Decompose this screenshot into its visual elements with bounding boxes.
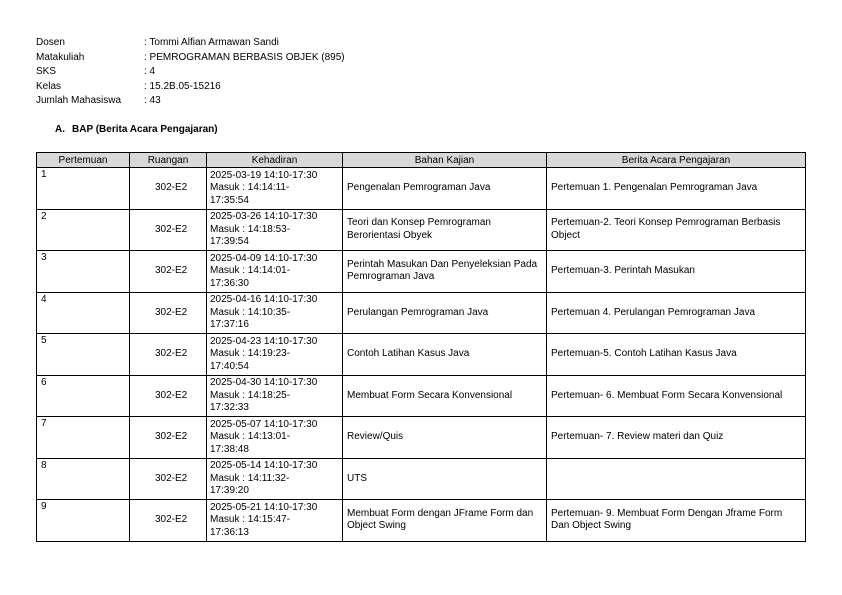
cell-room: 302-E2	[130, 458, 207, 500]
cell-report: Pertemuan-3. Perintah Masukan	[547, 251, 806, 293]
attendance-schedule: 2025-04-09 14:10-17:30	[210, 252, 318, 264]
attendance-schedule: 2025-04-23 14:10-17:30	[210, 335, 318, 347]
cell-room: 302-E2	[130, 251, 207, 293]
cell-room: 302-E2	[130, 209, 207, 251]
cell-room: 302-E2	[130, 417, 207, 459]
bap-table	[36, 152, 806, 542]
cell-meeting: 5	[37, 334, 130, 376]
cell-report: Pertemuan 1. Pengenalan Pemrograman Java	[547, 168, 806, 210]
section-title-text: BAP (Berita Acara Pengajaran)	[72, 124, 218, 135]
attendance-check-out: 17:36:13	[210, 526, 249, 538]
cell-attendance	[207, 458, 343, 500]
attendance-check-in: Masuk : 14:13:01-	[210, 431, 291, 442]
attendance-schedule: 2025-05-14 14:10-17:30	[210, 460, 318, 471]
info-value: : 15.2B.05-15216	[144, 80, 221, 92]
cell-meeting: 1	[37, 168, 130, 210]
cell-meeting: 6	[37, 375, 130, 417]
cell-meeting: 2	[37, 209, 130, 251]
cell-attendance	[207, 417, 343, 459]
attendance-schedule: 2025-05-07 14:10-17:30	[210, 418, 318, 430]
course-info	[36, 36, 345, 109]
cell-topic: Teori dan Konsep Pemrograman Berorientasi Obyek	[343, 209, 547, 251]
attendance-check-out: 17:35:54	[210, 194, 249, 206]
cell-topic: Contoh Latihan Kasus Java	[343, 334, 547, 376]
cell-attendance	[207, 334, 343, 376]
info-row-class	[36, 80, 345, 95]
cell-topic: Pengenalan Pemrograman Java	[343, 168, 547, 210]
attendance-check-out: 17:39:54	[210, 236, 249, 247]
cell-room: 302-E2	[130, 168, 207, 210]
cell-room: 302-E2	[130, 334, 207, 376]
info-label: SKS	[36, 66, 57, 77]
attendance-schedule: 2025-05-21 14:10-17:30	[210, 501, 318, 513]
info-label: Dosen	[36, 37, 65, 48]
cell-meeting: 9	[37, 500, 130, 542]
attendance-check-out: 17:40:54	[210, 360, 249, 372]
attendance-check-in: Masuk : 14:15:47-	[210, 514, 291, 525]
cell-room: 302-E2	[130, 292, 207, 334]
cell-attendance	[207, 375, 343, 417]
cell-topic: Perulangan Pemrograman Java	[343, 292, 547, 334]
section-number: A.	[55, 124, 65, 135]
cell-topic: Perintah Masukan Dan Penyeleksian Pada Pemrograman Java	[343, 251, 547, 293]
table-row	[37, 500, 806, 542]
table-row	[37, 334, 806, 376]
cell-meeting: 8	[37, 458, 130, 500]
cell-topic: UTS	[343, 458, 547, 500]
attendance-check-out: 17:36:30	[210, 277, 249, 289]
header-attendance: Kehadiran	[207, 153, 343, 168]
cell-meeting: 4	[37, 292, 130, 334]
attendance-schedule: 2025-03-26 14:10-17:30	[210, 211, 318, 222]
info-row-lecturer	[36, 36, 345, 51]
cell-report: Pertemuan- 9. Membuat Form Dengan Jframe Form Dan Object Swing	[547, 500, 806, 542]
header-room: Ruangan	[130, 153, 207, 168]
table-header-row	[37, 153, 806, 168]
table-row	[37, 251, 806, 293]
cell-room: 302-E2	[130, 375, 207, 417]
info-row-course	[36, 51, 345, 66]
header-report: Berita Acara Pengajaran	[547, 153, 806, 168]
cell-attendance	[207, 168, 343, 210]
cell-report: Pertemuan-5. Contoh Latihan Kasus Java	[547, 334, 806, 376]
cell-attendance	[207, 209, 343, 251]
attendance-schedule: 2025-03-19 14:10-17:30	[210, 169, 318, 181]
attendance-check-in: Masuk : 14:11:32-	[210, 472, 290, 484]
table-row	[37, 458, 806, 500]
attendance-check-out: 17:38:48	[210, 443, 249, 455]
info-row-students	[36, 94, 345, 109]
cell-report: Pertemuan- 7. Review materi dan Quiz	[547, 417, 806, 459]
table-row	[37, 209, 806, 251]
cell-meeting: 3	[37, 251, 130, 293]
attendance-check-in: Masuk : 14:19:23-	[210, 348, 291, 359]
info-label: Matakuliah	[36, 51, 85, 63]
header-meeting: Pertemuan	[37, 153, 130, 168]
header-topic: Bahan Kajian	[343, 153, 547, 168]
attendance-schedule: 2025-04-30 14:10-17:30	[210, 377, 318, 388]
cell-room: 302-E2	[130, 500, 207, 542]
attendance-check-out: 17:37:16	[210, 319, 249, 330]
section-heading	[55, 124, 218, 135]
cell-report: Pertemuan-2. Teori Konsep Pemrograman Berbasis Object	[547, 209, 806, 251]
cell-topic: Review/Quis	[343, 417, 547, 459]
info-row-credits	[36, 65, 345, 80]
attendance-check-in: Masuk : 14:10:35-	[210, 306, 291, 318]
attendance-check-in: Masuk : 14:14:11-	[210, 182, 290, 193]
info-label: Jumlah Mahasiswa	[36, 95, 122, 106]
attendance-check-in: Masuk : 14:14:01-	[210, 265, 291, 276]
cell-attendance	[207, 500, 343, 542]
cell-attendance	[207, 251, 343, 293]
info-value: : PEMROGRAMAN BERBASIS OBJEK (895)	[144, 51, 345, 63]
cell-attendance	[207, 292, 343, 334]
cell-meeting: 7	[37, 417, 130, 459]
table-row	[37, 375, 806, 417]
info-value: : 43	[144, 95, 161, 106]
attendance-check-in: Masuk : 14:18:25-	[210, 389, 291, 401]
table-row	[37, 292, 806, 334]
attendance-schedule: 2025-04-16 14:10-17:30	[210, 294, 318, 305]
attendance-check-in: Masuk : 14:18:53-	[210, 223, 291, 235]
cell-report: Pertemuan 4. Perulangan Pemrograman Java	[547, 292, 806, 334]
table-row	[37, 417, 806, 459]
cell-topic: Membuat Form dengan JFrame Form dan Object Swing	[343, 500, 547, 542]
attendance-check-out: 17:39:20	[210, 485, 249, 496]
cell-report: Pertemuan- 6. Membuat Form Secara Konvensional	[547, 375, 806, 417]
table-row	[37, 168, 806, 210]
info-value: : Tommi Alfian Armawan Sandi	[144, 37, 279, 48]
attendance-check-out: 17:32:33	[210, 402, 249, 413]
info-value: : 4	[144, 66, 156, 77]
cell-topic: Membuat Form Secara Konvensional	[343, 375, 547, 417]
cell-report	[547, 458, 806, 500]
info-label: Kelas	[36, 80, 62, 92]
